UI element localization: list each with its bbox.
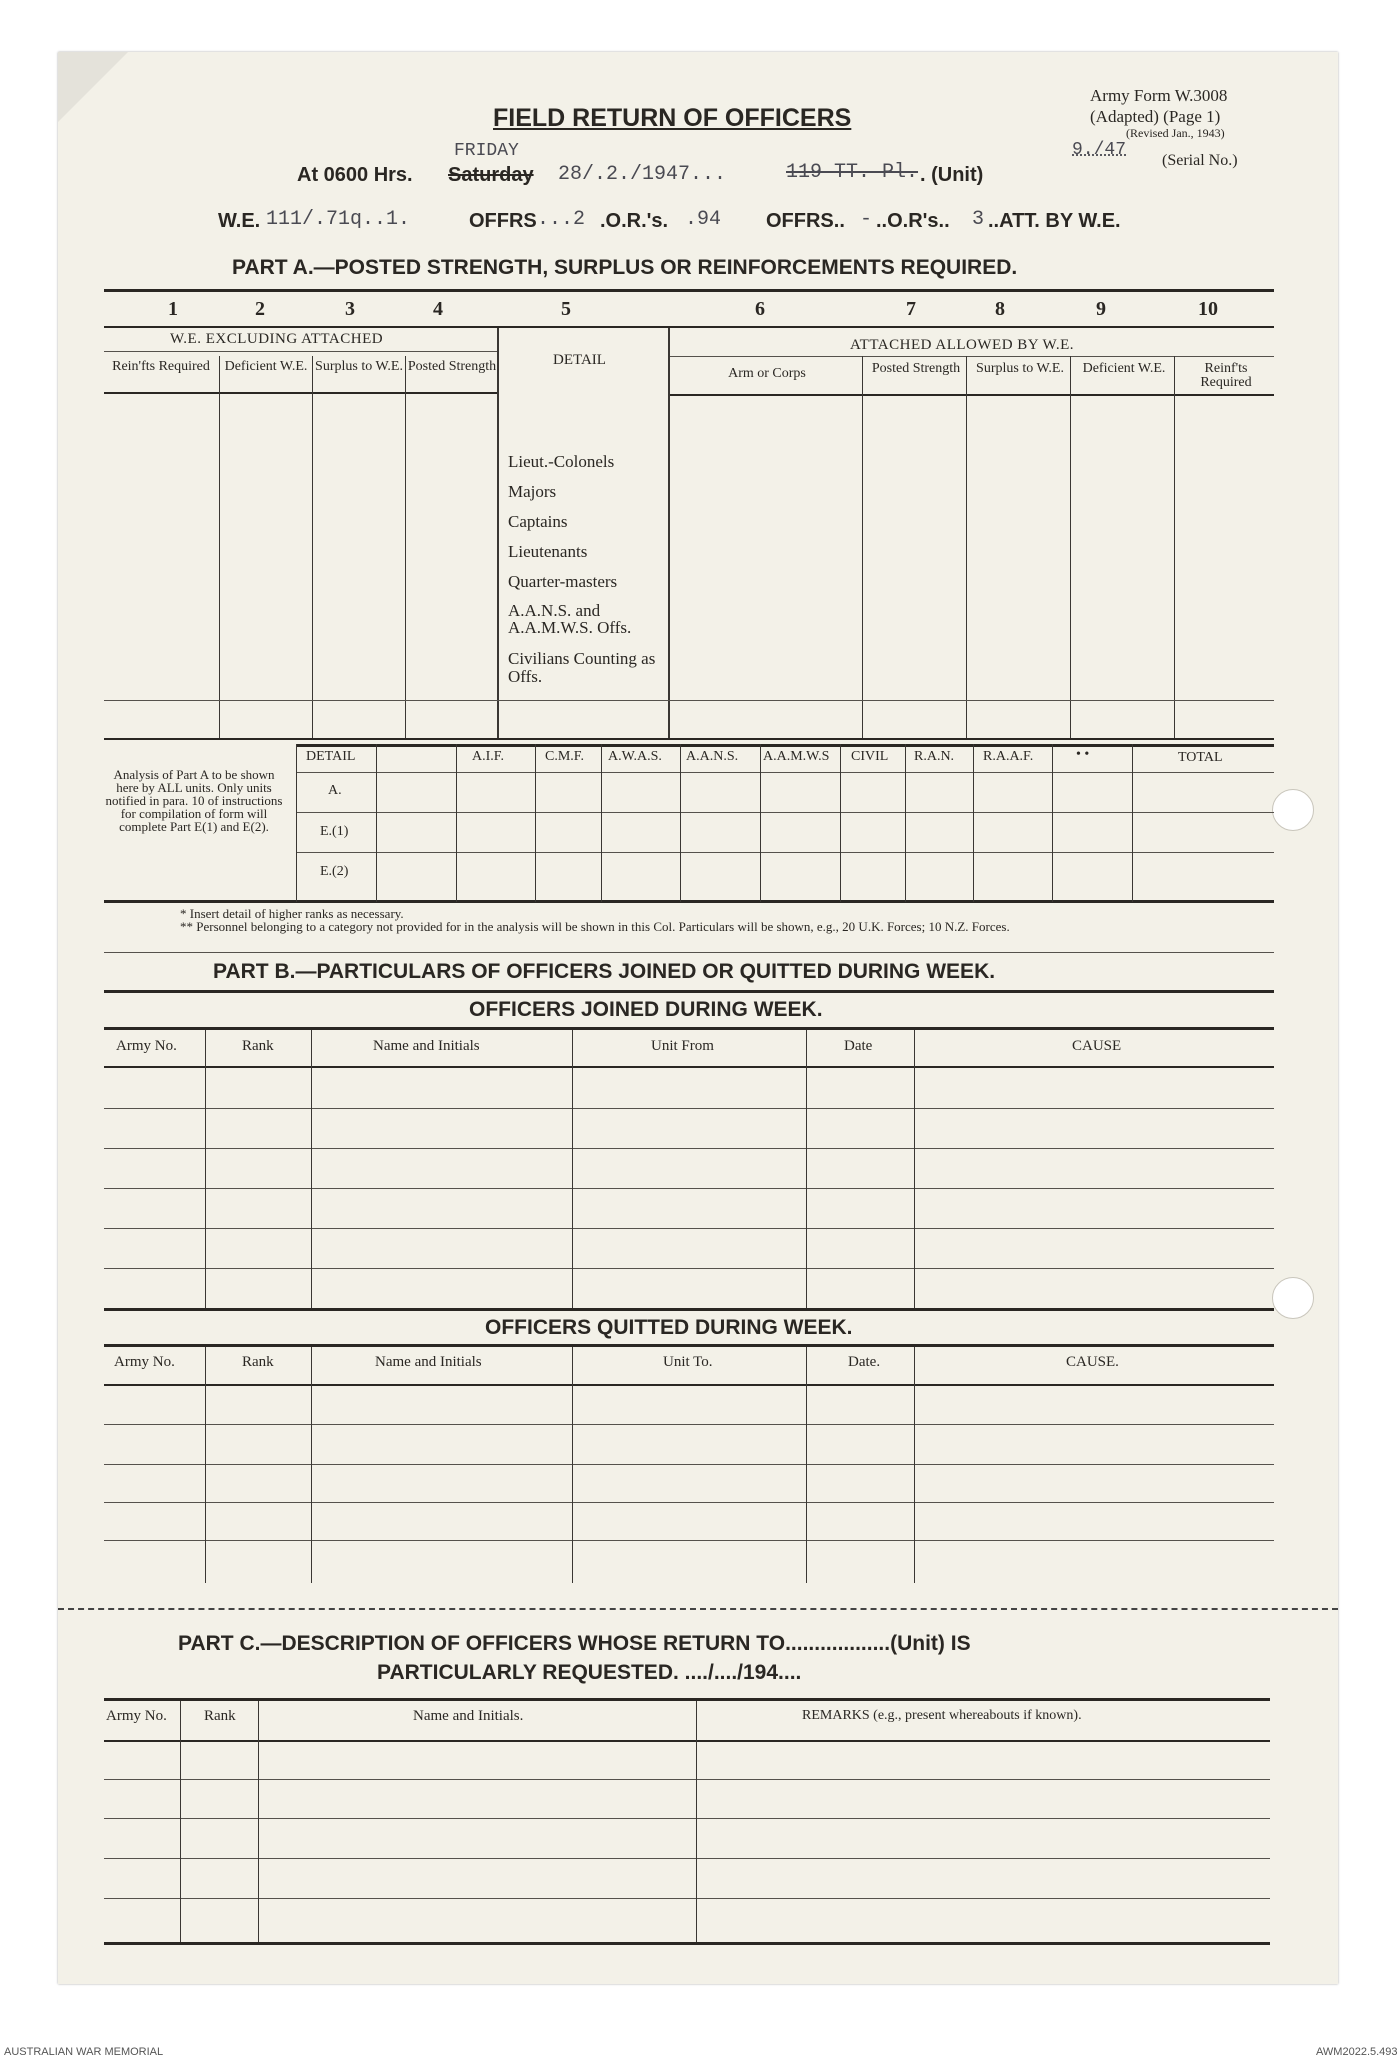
- army-form-number: Army Form W.3008: [1090, 86, 1228, 105]
- col-line: [905, 744, 906, 902]
- rank-captains: Captains: [508, 512, 568, 531]
- footnote-higher-ranks: * Insert detail of higher ranks as necessary.: [180, 906, 404, 921]
- analysis-header-ran: R.A.N.: [914, 749, 955, 764]
- row-line: [104, 1818, 1270, 1819]
- rank-civilians: Civilians Counting as Offs.: [508, 649, 656, 686]
- col-header-surplus: Surplus to W.E.: [315, 359, 403, 374]
- row-line: [104, 1502, 1274, 1503]
- joined-col-cause: CAUSE: [1072, 1038, 1122, 1054]
- we-label: W.E.: [218, 210, 261, 232]
- col-line: [680, 744, 681, 902]
- quitted-heading: OFFICERS QUITTED DURING WEEK.: [485, 1316, 853, 1339]
- col-line: [973, 744, 974, 902]
- row-line: [104, 1464, 1274, 1465]
- rule: [296, 852, 1274, 853]
- offrs-label-1: OFFRS: [469, 210, 537, 232]
- part-c-col-remarks: REMARKS (e.g., present whereabouts if known).: [802, 1708, 1082, 1723]
- rule: [104, 351, 497, 352]
- adapted-note: (Adapted) (Page 1): [1090, 107, 1221, 126]
- analysis-header-aans: A.A.N.S.: [686, 749, 739, 764]
- analysis-row-e1: E.(1): [320, 824, 349, 839]
- row-line: [104, 1540, 1274, 1541]
- analysis-row-e2: E.(2): [320, 864, 349, 879]
- part-c-heading-line1: PART C.—DESCRIPTION OF OFFICERS WHOSE RETURN TO..................(Unit) IS: [178, 1632, 971, 1655]
- col-line: [1070, 356, 1071, 738]
- col-line: [296, 744, 297, 902]
- analysis-header-raaf: R.A.A.F.: [983, 749, 1034, 764]
- joined-col-army-no: Army No.: [116, 1038, 177, 1054]
- rule: [669, 356, 1274, 357]
- row-line: [104, 1228, 1274, 1229]
- col-line: [668, 328, 670, 738]
- col-line: [914, 1030, 915, 1310]
- col-line: [311, 1347, 312, 1583]
- col-line: [806, 1030, 807, 1310]
- rule: [104, 900, 1274, 903]
- row-line: [104, 1268, 1274, 1269]
- col-line: [456, 744, 457, 902]
- rule: [104, 1384, 1274, 1386]
- rule: [104, 392, 497, 394]
- rule: [104, 700, 1274, 701]
- rule: [296, 744, 1274, 747]
- rule: [104, 1740, 1270, 1742]
- unit-value: 119 TT. Pl.: [786, 161, 919, 184]
- rule: [104, 1027, 1274, 1030]
- col-line: [572, 1030, 573, 1310]
- revised-note: (Revised Jan., 1943): [1126, 126, 1225, 140]
- analysis-header-awas: A.W.A.S.: [608, 749, 662, 764]
- col-line: [1132, 744, 1133, 902]
- col-header-deficient: Deficient W.E.: [224, 359, 308, 374]
- punch-hole: [1272, 1277, 1314, 1319]
- col-number: 3: [345, 298, 355, 320]
- rule: [104, 289, 1274, 292]
- part-c-col-army-no: Army No.: [106, 1708, 167, 1724]
- joined-col-rank: Rank: [242, 1038, 274, 1054]
- col-header-posted-strength-att: Posted Strength: [871, 361, 961, 376]
- col-number: 9: [1096, 298, 1106, 320]
- part-c-heading-line2: PARTICULARLY REQUESTED. ..../..../194....: [377, 1661, 802, 1684]
- form-title: FIELD RETURN OF OFFICERS: [493, 104, 852, 132]
- col-number: 4: [433, 298, 443, 320]
- offrs-label-2: OFFRS..: [766, 210, 845, 232]
- analysis-header-cmf: C.M.F.: [545, 749, 584, 764]
- day-struck: Saturday: [448, 164, 534, 186]
- quitted-col-name: Name and Initials: [375, 1354, 482, 1370]
- row-line: [104, 1148, 1274, 1149]
- rule: [104, 952, 1274, 953]
- quitted-col-rank: Rank: [242, 1354, 274, 1370]
- col-line: [806, 1347, 807, 1583]
- analysis-header-detail: DETAIL: [306, 749, 356, 764]
- col-line: [696, 1701, 697, 1942]
- analysis-note: Analysis of Part A to be shown here by ALL units. Only units notified in para. 10 of instructions for compilation of form will complete Part E(1) and E(2).: [105, 767, 283, 834]
- serial-number: 9./47: [1072, 140, 1127, 160]
- rank-lieut-colonels: Lieut.-Colonels: [508, 452, 615, 471]
- quitted-col-army-no: Army No.: [114, 1354, 175, 1370]
- rule: [296, 812, 1274, 813]
- rule: [104, 738, 1274, 740]
- offrs-value-1: ...2: [537, 208, 586, 231]
- col-number: 2: [255, 298, 265, 320]
- col-line: [535, 744, 536, 902]
- rule: [104, 1698, 1270, 1701]
- col-line: [258, 1701, 259, 1942]
- we-value: 111/.71q..1.: [266, 208, 411, 231]
- analysis-header-aamws: A.A.M.W.S: [763, 749, 830, 764]
- col-line: [1052, 744, 1053, 902]
- day-typed: FRIDAY: [454, 141, 519, 161]
- col-line: [312, 356, 313, 738]
- punch-hole: [1272, 789, 1314, 831]
- col-line: [205, 1030, 206, 1310]
- col-header-arm-or-corps: Arm or Corps: [728, 366, 806, 381]
- analysis-row-a: A.: [328, 783, 342, 798]
- col-line: [601, 744, 602, 902]
- col-line: [914, 1347, 915, 1583]
- col-line: [219, 356, 220, 738]
- row-line: [104, 1898, 1270, 1899]
- quitted-col-cause: CAUSE.: [1066, 1354, 1119, 1370]
- rule: [104, 1942, 1270, 1945]
- col-header-reinfts-required-att: Reinf'ts Required: [1200, 361, 1252, 390]
- rank-quarter-masters: Quarter-masters: [508, 572, 618, 591]
- col-number: 8: [995, 298, 1005, 320]
- joined-col-name: Name and Initials: [373, 1038, 480, 1054]
- row-line: [104, 1424, 1274, 1425]
- joined-col-date: Date: [844, 1038, 873, 1054]
- row-line: [104, 1779, 1270, 1780]
- archive-credit: AUSTRALIAN WAR MEMORIAL: [4, 2046, 164, 2058]
- part-a-heading: PART A.—POSTED STRENGTH, SURPLUS OR REINFORCEMENTS REQUIRED.: [232, 256, 1018, 279]
- col-header-deficient-att: Deficient W.E.: [1082, 361, 1166, 376]
- quitted-col-date: Date.: [848, 1354, 881, 1370]
- unit-label: . (Unit): [920, 164, 984, 186]
- at-hours-label: At 0600 Hrs.: [297, 164, 413, 186]
- col-header-reinfts-required: Rein'fts Required: [112, 359, 210, 374]
- col-header-surplus-att: Surplus to W.E.: [976, 361, 1064, 376]
- analysis-header-other: • •: [1076, 747, 1090, 762]
- col-line: [862, 356, 863, 738]
- joined-heading: OFFICERS JOINED DURING WEEK.: [469, 998, 823, 1021]
- col-line: [966, 356, 967, 738]
- part-b-heading: PART B.—PARTICULARS OF OFFICERS JOINED OR QUITTED DURING WEEK.: [213, 960, 996, 983]
- col-number: 6: [755, 298, 765, 320]
- rank-aans-aamws: A.A.N.S. and A.A.M.W.S. Offs.: [508, 601, 632, 637]
- col-number: 1: [168, 298, 178, 320]
- perforation-line: [58, 1608, 1338, 1610]
- offrs-value-2: -: [860, 208, 873, 231]
- return-date: 28/.2./1947...: [558, 163, 727, 186]
- rule: [104, 1066, 1274, 1068]
- serial-label: (Serial No.): [1162, 152, 1238, 169]
- row-line: [104, 1188, 1274, 1189]
- col-number: 10: [1198, 298, 1218, 320]
- ors-label-1: .O.R.'s.: [600, 210, 669, 232]
- col-line: [376, 744, 377, 902]
- attached-allowed-header: ATTACHED ALLOWED BY W.E.: [850, 337, 1074, 353]
- detail-header: DETAIL: [553, 352, 606, 368]
- col-line: [760, 744, 761, 902]
- rule: [104, 326, 1274, 328]
- ors-label-2: ..O.R's..: [876, 210, 950, 232]
- quitted-col-unit-to: Unit To.: [663, 1354, 713, 1370]
- folded-corner: [58, 52, 128, 122]
- col-line: [572, 1347, 573, 1583]
- rank-majors: Majors: [508, 482, 557, 501]
- analysis-header-aif: A.I.F.: [472, 749, 504, 764]
- rule: [104, 1308, 1274, 1311]
- col-number: 5: [561, 298, 571, 320]
- col-header-posted-strength: Posted Strength: [407, 359, 497, 374]
- row-line: [104, 1108, 1274, 1109]
- row-line: [104, 1858, 1270, 1859]
- col-number: 7: [906, 298, 916, 320]
- part-c-col-rank: Rank: [204, 1708, 236, 1724]
- part-c-col-name: Name and Initials.: [413, 1708, 524, 1724]
- archive-reference: AWM2022.5.493: [1316, 2046, 1398, 2058]
- col-line: [497, 328, 499, 738]
- footnote-other-category: ** Personnel belonging to a category not provided for in the analysis will be shown in this Col. Particulars will be shown, e.g., 20 U.K. Forces; 10 N.Z. Forces.: [180, 919, 1010, 934]
- analysis-header-total: TOTAL: [1178, 750, 1223, 765]
- ors-value-2: 3: [972, 208, 985, 231]
- col-line: [180, 1701, 181, 1942]
- col-line: [1174, 356, 1175, 738]
- col-line: [311, 1030, 312, 1310]
- ors-value-1: .94: [685, 208, 722, 231]
- att-label: ..ATT. BY W.E.: [988, 210, 1121, 232]
- col-line: [840, 744, 841, 902]
- rank-lieutenants: Lieutenants: [508, 542, 588, 561]
- col-line: [205, 1347, 206, 1583]
- col-line: [405, 356, 406, 738]
- rule: [296, 772, 1274, 773]
- rule: [104, 990, 1274, 993]
- rule: [104, 1344, 1274, 1347]
- analysis-header-civil: CIVIL: [851, 749, 889, 764]
- we-excluding-attached-header: W.E. EXCLUDING ATTACHED: [170, 331, 384, 347]
- joined-col-unit-from: Unit From: [651, 1038, 714, 1054]
- rule: [669, 394, 1274, 396]
